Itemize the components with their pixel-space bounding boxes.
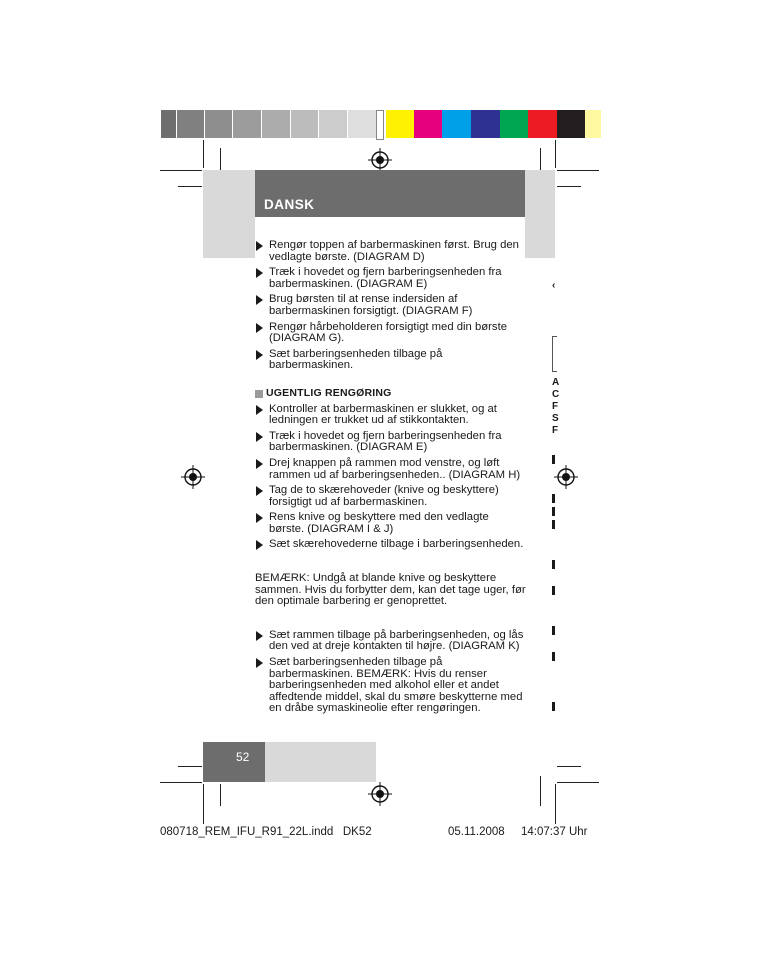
final-list xyxy=(255,630,527,715)
note-paragraph: BEMÆRK: Undgå at blande knive og beskyttere sammen. Hvis du forbytter dem, kan det tage uger, før den optimale barbering er genoprettet. xyxy=(255,572,526,608)
crop-mark xyxy=(220,784,221,806)
list-item: Sæt skærehovederne tilbage i barberingsenheden. xyxy=(255,539,527,551)
gray-swatch xyxy=(290,110,319,138)
edge-bullet-mark xyxy=(552,507,555,516)
crop-mark xyxy=(557,766,581,767)
color-swatch xyxy=(528,110,557,138)
crop-mark xyxy=(203,784,204,824)
gray-swatch xyxy=(176,110,205,138)
list-item: Sæt barberingsenheden tilbage på barbermaskinen. BEMÆRK: Hvis du renser barberingsenheden med alkohol eller et andet affedtende middel, skal du smøre beskytterne med en dråbe symaskineolie efter rengøringen. xyxy=(255,657,527,715)
crop-mark xyxy=(160,170,202,171)
edge-box xyxy=(552,336,557,372)
bullet-triangle-icon xyxy=(256,432,263,442)
heading-square-icon xyxy=(255,390,263,398)
page-number-box xyxy=(203,742,265,782)
bullet-triangle-icon xyxy=(256,631,263,641)
edge-bullet-mark xyxy=(552,520,555,529)
gray-swatch xyxy=(232,110,262,138)
slug-filename: 080718_REM_IFU_R91_22L.indd DK52 xyxy=(160,826,372,838)
section-title: DANSK xyxy=(264,197,315,212)
edge-fragment: A xyxy=(552,377,560,388)
crop-mark xyxy=(540,776,541,806)
edge-fragment: S xyxy=(552,413,559,424)
color-swatch xyxy=(414,110,442,138)
color-swatch xyxy=(585,110,601,138)
crop-mark xyxy=(557,170,599,171)
list-item: Rengør hårbeholderen forsigtigt med din børste (DIAGRAM G). xyxy=(255,322,527,345)
registration-mark-icon xyxy=(368,148,392,172)
crop-mark xyxy=(555,140,556,168)
edge-fragment: C xyxy=(552,389,560,400)
right-gray-panel xyxy=(525,170,555,258)
color-swatch xyxy=(557,110,585,138)
edge-bullet-mark xyxy=(552,494,555,503)
crop-mark xyxy=(540,148,541,170)
registration-mark-icon xyxy=(554,465,578,489)
bullet-triangle-icon xyxy=(256,486,263,496)
gray-swatch xyxy=(204,110,233,138)
slug-time: 14:07:37 Uhr xyxy=(521,826,588,838)
list-item: Træk i hovedet og fjern barberingsenheden fra barbermaskinen. (DIAGRAM E) xyxy=(255,431,527,454)
registration-mark-icon xyxy=(181,465,205,489)
crop-mark xyxy=(160,782,202,783)
registration-mark-icon xyxy=(368,782,392,806)
crop-mark xyxy=(178,766,202,767)
color-swatch xyxy=(442,110,471,138)
intro-list xyxy=(255,240,527,372)
edge-bullet-mark xyxy=(552,586,555,595)
list-item: Rens knive og beskyttere med den vedlagte børste. (DIAGRAM I & J) xyxy=(255,512,527,535)
list-item: Drej knappen på rammen mod venstre, og løft rammen ud af barberingsenheden.. (DIAGRAM H) xyxy=(255,458,527,481)
crop-mark xyxy=(557,186,581,187)
bullet-triangle-icon xyxy=(256,658,263,668)
bullet-triangle-icon xyxy=(256,268,263,278)
page-number: 52 xyxy=(236,750,250,764)
crop-mark xyxy=(557,782,599,783)
bullet-triangle-icon xyxy=(256,513,263,523)
list-item: Sæt barberingsenheden tilbage på barbermaskinen. xyxy=(255,349,527,372)
color-swatch xyxy=(500,110,528,138)
bullet-triangle-icon xyxy=(256,405,263,415)
color-swatch xyxy=(471,110,500,138)
crop-mark xyxy=(178,186,202,187)
bullet-triangle-icon xyxy=(256,323,263,333)
list-item: Kontroller at barbermaskinen er slukket, og at ledningen er trukket ud af stikkontakten. xyxy=(255,404,527,427)
bullet-triangle-icon xyxy=(256,540,263,550)
crop-mark xyxy=(203,140,204,168)
bullet-triangle-icon xyxy=(256,241,263,251)
gray-swatch xyxy=(318,110,348,138)
section-heading: UGENTLIG RENGØRING xyxy=(255,388,527,400)
list-item: Tag de to skærehoveder (knive og beskyttere) forsigtigt ud af barbermaskinen. xyxy=(255,485,527,508)
list-item: Træk i hovedet og fjern barberingsenheden fra barbermaskinen. (DIAGRAM E) xyxy=(255,267,527,290)
edge-fragment: F xyxy=(552,425,559,436)
page-content xyxy=(255,240,527,719)
list-item: Brug børsten til at rense indersiden af barbermaskinen forsigtigt. (DIAGRAM F) xyxy=(255,294,527,317)
crop-mark xyxy=(220,148,221,170)
gray-swatch xyxy=(347,110,376,138)
bullet-triangle-icon xyxy=(256,350,263,360)
crop-mark xyxy=(555,784,556,824)
bullet-triangle-icon xyxy=(256,295,263,305)
edge-bullet-mark xyxy=(552,560,555,569)
edge-bullet-mark xyxy=(552,626,555,635)
weekly-list xyxy=(255,404,527,552)
list-item: Sæt rammen tilbage på barberingsenheden, og lås den ved at dreje kontakten til højre. (DIAGRAM K) xyxy=(255,630,527,653)
gray-swatch xyxy=(261,110,291,138)
list-item: Rengør toppen af barbermaskinen først. Brug den vedlagte børste. (DIAGRAM D) xyxy=(255,240,527,263)
bullet-triangle-icon xyxy=(256,459,263,469)
left-gray-panel xyxy=(203,170,255,258)
slug-date: 05.11.2008 xyxy=(448,826,505,838)
gray-swatch xyxy=(160,110,177,138)
edge-fragment: F xyxy=(552,401,559,412)
white-swatch xyxy=(376,110,384,140)
edge-bullet-mark xyxy=(552,455,555,464)
edge-fragment: ‹ xyxy=(552,280,556,291)
edge-bullet-mark xyxy=(552,702,555,711)
color-swatch xyxy=(386,110,414,138)
edge-bullet-mark xyxy=(552,652,555,661)
